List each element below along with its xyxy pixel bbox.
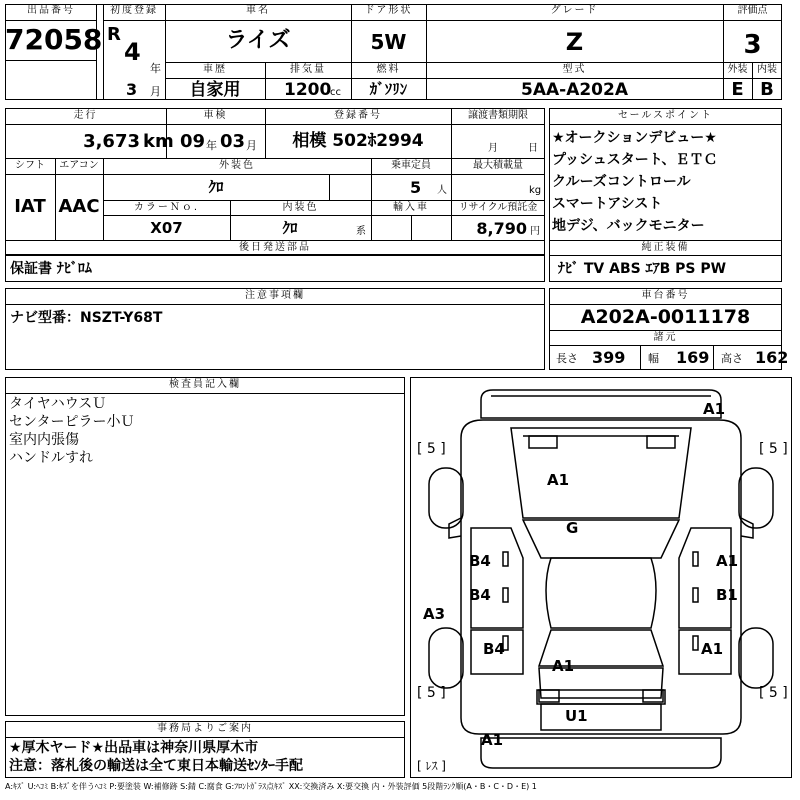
inspection-year: 09 (180, 131, 206, 152)
mark-left-front-door: B4 (469, 552, 491, 570)
displacement-unit: cc (330, 87, 341, 98)
load-label: 最大積載量 (473, 160, 523, 171)
car-name-label: 車名 (246, 5, 270, 16)
sales-point-1: ★オークションデビュー★ (552, 130, 717, 146)
mark-left-quarter: B4 (483, 640, 505, 658)
transfer-label: 譲渡書類期限 (468, 110, 528, 121)
reg-year: 4 (124, 38, 141, 66)
dims-label: 諸元 (653, 332, 678, 343)
grade: Z (565, 28, 584, 56)
inspector-line-3: 室内内張傷 (9, 432, 79, 448)
door-type: 5W (370, 30, 407, 54)
sales-point-5: 地デジ、バックモニター (552, 218, 705, 234)
score-label: 評価点 (737, 5, 768, 16)
mileage-label: 走行 (73, 110, 98, 121)
reg-number-label: 登録番号 (334, 110, 382, 121)
exterior-label: 外装 (727, 64, 748, 75)
inspector-line-2: センターピラー小Ｕ (9, 414, 135, 430)
tire-rear-right: [ 5 ] (759, 685, 788, 701)
door-label: ドア形状 (364, 5, 413, 16)
notes-value: ナビ型番：NSZT-Y68T (10, 310, 163, 326)
height: 162 (755, 348, 789, 367)
width-label: 幅 (648, 352, 659, 365)
equip-label: 純正装備 (641, 242, 690, 253)
height-label: 高さ (721, 352, 743, 365)
mark-left-rear-door: B4 (469, 586, 491, 604)
car-outline (411, 378, 791, 777)
notes-label: 注意事項欄 (245, 290, 305, 301)
chassis-number: A202A-0011178 (580, 306, 751, 328)
interior-label: 内装 (757, 64, 777, 75)
color-no-label: カラーＮｏ. (133, 202, 200, 213)
fuel-label: 燃料 (376, 64, 401, 75)
era: R (107, 24, 121, 45)
mark-front-bumper: A1 (703, 400, 726, 418)
office-line-1: ★厚木ヤード★出品車は神奈川県厚木市 (9, 740, 259, 756)
fuel: ｶﾞｿﾘﾝ (369, 80, 408, 98)
mark-rear-panel: U1 (565, 707, 588, 725)
sales-point-3: クルーズコントロール (552, 174, 691, 190)
office-line-2: 注意：落札後の輸送は全て東日本輸送ｾﾝﾀｰ手配 (9, 758, 303, 774)
transfer-month: 月 (488, 143, 498, 154)
model-code: 5AA-A202A (521, 80, 628, 100)
exterior-grade: E (731, 79, 744, 100)
int-color-label: 内装色 (282, 202, 319, 213)
mark-roof: G (566, 519, 579, 537)
inspection-month-unit: 月 (246, 139, 257, 152)
capacity-label: 乗車定員 (391, 160, 431, 171)
sales-point-4: スマートアシスト (552, 196, 663, 212)
lot-number: 72058 (5, 23, 103, 56)
office-label: 事務局よりご案内 (157, 723, 253, 734)
color-no: X07 (150, 219, 183, 237)
mileage-unit: km (143, 131, 174, 152)
inspector-label: 検査員記入欄 (169, 379, 241, 390)
tire-rear-left: [ 5 ] (417, 685, 446, 701)
reg-year-unit: 年 (150, 62, 161, 75)
displacement: 1200 (284, 80, 332, 100)
capacity-unit: 人 (437, 185, 447, 196)
lot-label: 出品番号 (27, 5, 75, 16)
history-label: 車歴 (203, 64, 227, 75)
reg-number: 相模 502ﾎ2994 (292, 131, 424, 151)
inspector-line-4: ハンドルすれ (9, 450, 93, 466)
model-label: 型式 (562, 64, 587, 75)
reg-month: 3 (126, 80, 138, 99)
mark-right-rear-door: B1 (716, 586, 738, 604)
parts-label: 後日発送部品 (239, 242, 311, 253)
int-color: ｸﾛ (282, 219, 298, 237)
equip-value: ﾅﾋﾞ TV ABS ｴｱB PS PW (558, 261, 727, 277)
spare-tire: [ ﾚｽ ] (417, 759, 446, 773)
shift: IAT (14, 196, 46, 217)
legend: A:ｷｽﾞ U:ﾍｺﾐ B:ｷｽﾞを伴うﾍｺﾐ P:要塗装 W:補修跡 S:錆 C:腐食 G:ﾌﾛﾝﾄｶﾞﾗｽ点ｷｽﾞ XX:交換済み X:要交換 内・外装評価 5段階ﾗﾝｸ順(A・B・C・D・E) 1 (5, 782, 537, 791)
mark-right-front-door: A1 (716, 552, 739, 570)
length-label: 長さ (556, 352, 578, 365)
score: 3 (743, 30, 762, 60)
first-reg-label: 初度登録 (110, 5, 158, 16)
length: 399 (592, 348, 626, 367)
parts-value: 保証書 ﾅﾋﾞﾛﾑ (10, 261, 92, 277)
ac-label: エアコン (59, 160, 99, 171)
mark-rear-hatch: A1 (552, 657, 575, 675)
recycle-fee: 8,790 (476, 219, 527, 238)
reg-month-unit: 月 (150, 85, 161, 98)
damage-diagram (410, 377, 792, 778)
inspection-year-unit: 年 (206, 139, 217, 152)
tire-front-left: [ 5 ] (417, 441, 446, 457)
load-unit: kg (529, 185, 542, 196)
sales-point-2: プッシュスタート、ＥＴＣ (552, 152, 718, 168)
recycle-label: リサイクル預託金 (458, 202, 538, 213)
inspection-label: 車検 (203, 110, 228, 121)
inspection-month: 03 (220, 131, 246, 152)
ext-color-label: 外装色 (219, 160, 255, 171)
shift-label: シフト (15, 160, 45, 171)
width: 169 (676, 348, 710, 367)
inspector-line-1: タイヤハウスＵ (9, 396, 107, 412)
ac: AAC (58, 196, 100, 217)
mark-hood: A1 (547, 471, 570, 489)
import-label: 輸入車 (393, 202, 429, 213)
ext-color: ｸﾛ (208, 178, 224, 196)
displacement-label: 排気量 (290, 64, 326, 75)
mark-right-quarter: A1 (701, 640, 724, 658)
interior-grade: B (760, 79, 774, 100)
int-color-unit: 系 (356, 226, 366, 237)
car-name: ライズ (225, 28, 291, 53)
grade-label: グレード (550, 5, 599, 16)
chassis-label: 車台番号 (641, 290, 690, 301)
history: 自家用 (189, 80, 241, 100)
tire-front-right: [ 5 ] (759, 441, 788, 457)
recycle-unit: 円 (530, 226, 540, 237)
sales-label: セールスポイント (617, 110, 714, 121)
mileage: 3,673 (83, 131, 140, 152)
mark-left-pillar: A3 (423, 605, 446, 623)
transfer-day: 日 (528, 143, 538, 154)
capacity: 5 (410, 178, 422, 197)
mark-rear-bumper: A1 (481, 731, 504, 749)
